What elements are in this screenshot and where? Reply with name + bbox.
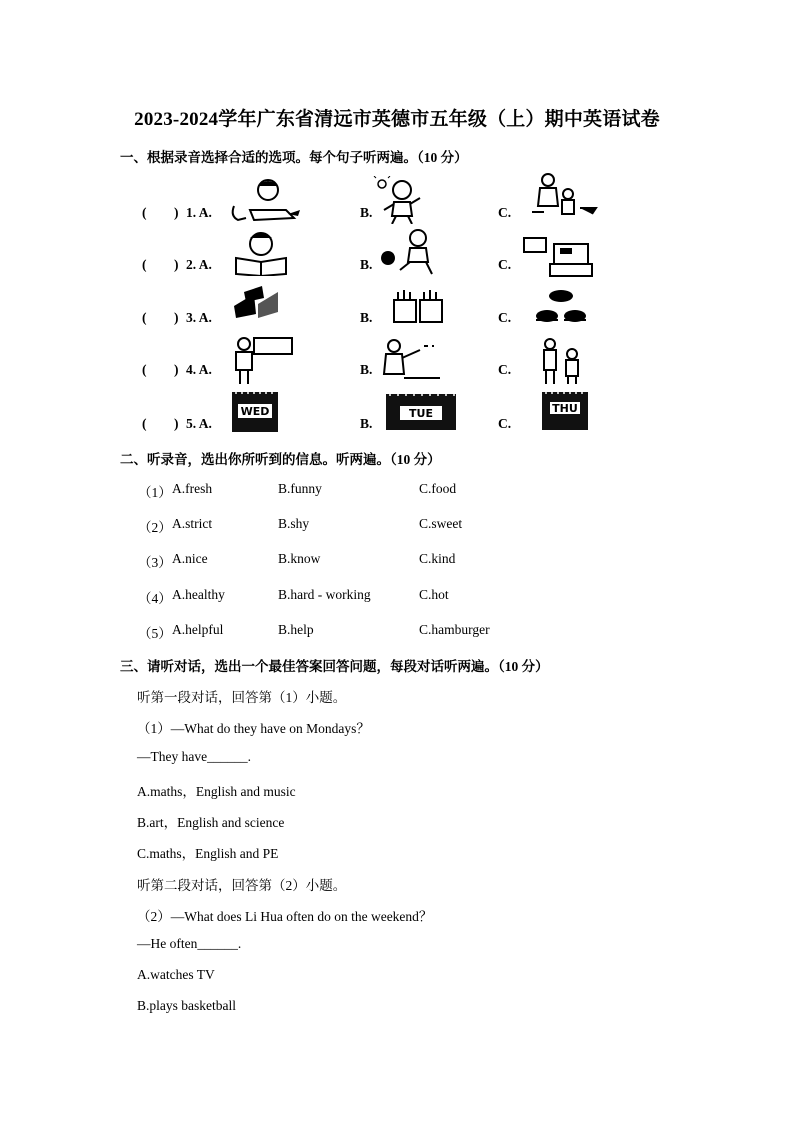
answer-paren-close: ) (174, 362, 179, 377)
option-c: C.kind (419, 551, 456, 566)
option-c: C.hot (419, 587, 449, 602)
family-picture (540, 336, 588, 386)
calendar-wed-picture (230, 388, 280, 434)
option-a: A.strict (172, 516, 213, 531)
option-a: A.healthy (172, 587, 225, 602)
option-b: B.know (278, 551, 321, 566)
option-b: B.hard - working (278, 587, 371, 602)
option-b-label: B. (360, 257, 373, 272)
boy-playing-football-picture (376, 228, 438, 276)
mother-child-picture (528, 172, 598, 220)
answer-2-blank: —He often______. (137, 936, 242, 951)
option-1c: C.maths，English and PE (137, 846, 279, 861)
question-number: （5） (138, 626, 172, 641)
calendar-label-c: THU (552, 402, 578, 415)
option-a: A.nice (172, 551, 208, 566)
option-1b: B.art，English and science (137, 815, 285, 830)
option-2b: B.plays basketball (137, 998, 236, 1013)
answer-paren-open: ( (142, 310, 147, 325)
answer-paren-open: ( (142, 362, 147, 377)
option-2a: A.watches TV (137, 967, 215, 982)
hamburgers-picture (534, 288, 588, 328)
answer-paren-close: ) (174, 310, 179, 325)
question-number-option-a: 2. A. (186, 257, 212, 272)
calendar-label-b: TUE (409, 407, 433, 420)
question-number-option-a: 5. A. (186, 416, 212, 431)
option-b: B.help (278, 622, 314, 637)
answer-paren-close: ) (174, 416, 179, 431)
section-3-heading: 三、请听对话，选出一个最佳答案回答问题，每段对话听两遍。（10 分） (120, 659, 549, 674)
question-number: （2） (138, 520, 172, 535)
dialogue-2-instruction: 听第二段对话，回答第（2）小题。 (137, 878, 347, 893)
option-1a: A.maths，English and music (137, 784, 296, 799)
question-number-option-a: 4. A. (186, 362, 212, 377)
answer-paren-close: ) (174, 205, 179, 220)
page-title: 2023-2024学年广东省清远市英德市五年级（上）期中英语试卷 (134, 109, 660, 130)
boy-with-book-picture (230, 230, 292, 276)
calendar-thu-picture (540, 388, 590, 432)
option-b: B.shy (278, 516, 310, 531)
calendar-tue-picture (384, 390, 458, 432)
option-c-label: C. (498, 310, 512, 325)
computer-picture (520, 234, 594, 280)
option-c: C.food (419, 481, 457, 496)
question-2: （2）—What does Li Hua often do on the weekend？ (137, 909, 433, 924)
option-b-label: B. (360, 362, 373, 377)
question-number: （1） (138, 485, 172, 500)
option-c-label: C. (498, 416, 512, 431)
question-1: （1）—What do they have on Mondays？ (137, 721, 370, 736)
boy-thinking-picture (372, 176, 428, 224)
boy-reading-picture (228, 176, 302, 224)
section-2-heading: 二、听录音，选出你所听到的信息。听两遍。（10 分） (120, 452, 441, 467)
cakes-picture (390, 286, 446, 326)
option-c-label: C. (498, 257, 512, 272)
calendar-label-a: WED (240, 405, 270, 418)
question-number: （4） (138, 591, 172, 606)
option-b-label: B. (360, 416, 373, 431)
answer-1-blank: —They have______. (137, 749, 251, 764)
question-number-option-a: 3. A. (186, 310, 212, 325)
answer-paren-open: ( (142, 205, 147, 220)
sandwiches-picture (230, 286, 282, 324)
option-a: A.fresh (172, 481, 213, 496)
option-c: C.sweet (419, 516, 463, 531)
teacher-pointing-picture (380, 338, 442, 386)
answer-paren-open: ( (142, 257, 147, 272)
option-c-label: C. (498, 205, 512, 220)
option-b-label: B. (360, 310, 373, 325)
answer-paren-open: ( (142, 416, 147, 431)
option-b: B.funny (278, 481, 322, 496)
option-c-label: C. (498, 362, 512, 377)
teacher-at-board-picture (232, 336, 294, 386)
option-b-label: B. (360, 205, 373, 220)
option-a: A.helpful (172, 622, 224, 637)
option-c: C.hamburger (419, 622, 490, 637)
question-number: （3） (138, 555, 172, 570)
section-1-heading: 一、根据录音选择合适的选项。每个句子听两遍。（10 分） (120, 150, 468, 165)
dialogue-1-instruction: 听第一段对话，回答第（1）小题。 (137, 690, 347, 705)
answer-paren-close: ) (174, 257, 179, 272)
question-number-option-a: 1. A. (186, 205, 212, 220)
